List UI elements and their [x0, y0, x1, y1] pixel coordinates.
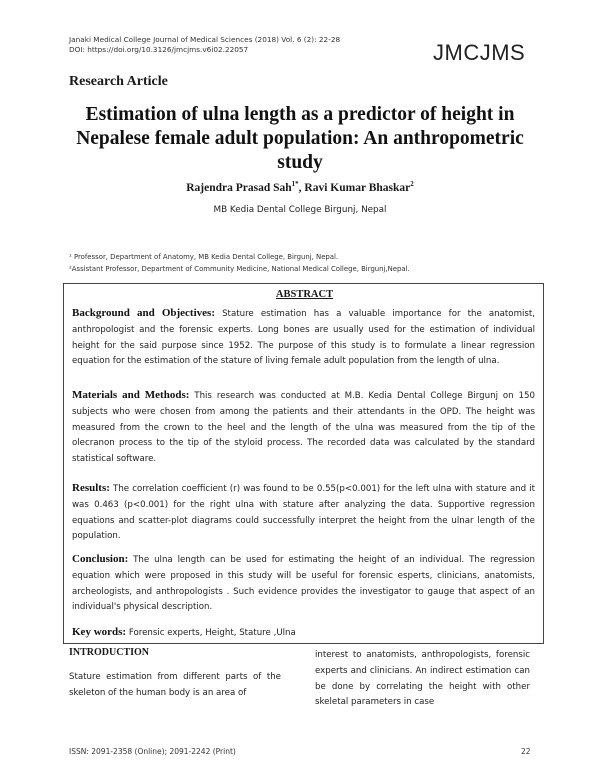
article-type: Research Article	[69, 74, 168, 89]
doi-link[interactable]: DOI: https://doi.org/10.3126/jmcjms.v6i02.22057	[69, 45, 249, 54]
background-text: Stature estimation has a valuable importance for the anatomist, anthropologist and the forensic experts. Long bones are usually used for the estimation of individual height for the said purpose since 1952. The purpose of this study is to formulate a linear regression equation for the estimation of the stature of living female adult population from the length of ulna.	[72, 309, 535, 367]
abstract-background	[72, 306, 535, 370]
abstract-methods	[72, 388, 535, 468]
background-label: Background and Objectives:	[72, 307, 215, 319]
author-1: Rajendra Prasad Sah	[186, 181, 292, 194]
journal-citation: Janaki Medical College Journal of Medical Sciences (2018) Vol. 6 (2): 22-28	[69, 35, 341, 44]
abstract-box	[63, 283, 544, 644]
results-text: The correlation coefficient (r) was found to be 0.55(p<0.001) for the left ulna with stature and it was 0.463 (p<0.001) for the right ulna with stature after analyzing the data. Supportive regression equations and scatter-plot diagrams could successfully interpret the height from the ulnar length of the population.	[72, 484, 535, 542]
introduction-right-column: interest to anatomists, anthropologists, forensic experts and clinicians. An indirect estimation can be done by correlating the height with other skeletal parameters in case	[315, 650, 530, 708]
footnote-1: ¹ Professor, Department of Anatomy, MB Kedia Dental College, Birgunj, Nepal.	[69, 253, 339, 261]
author-list	[0, 180, 600, 194]
page-number: 22	[521, 747, 531, 756]
author-2-affil: 2	[410, 180, 414, 188]
affiliation: MB Kedia Dental College Birgunj, Nepal	[213, 205, 387, 215]
conclusion-label: Conclusion:	[72, 553, 129, 565]
keywords-label: Key words:	[72, 626, 127, 638]
introduction-left-column: Stature estimation from different parts of the skeleton of the human body is an area of	[69, 672, 281, 698]
keywords-text: Forensic experts, Height, Stature ,Ulna	[126, 628, 296, 638]
methods-label: Materials and Methods:	[72, 389, 190, 401]
journal-logo: JMCJMS	[433, 40, 526, 65]
paper-title: Estimation of ulna length as a predictor of height in Nepalese female adult population: An anthropometric study	[76, 104, 524, 173]
author-1-affil: 1*	[291, 180, 299, 188]
results-label: Results:	[72, 482, 110, 494]
abstract-conclusion	[72, 552, 535, 616]
abstract-keywords	[72, 625, 535, 642]
abstract-results	[72, 481, 535, 545]
author-separator: ,	[298, 181, 305, 194]
footer-issn: ISSN: 2091-2358 (Online); 2091-2242 (Print)	[69, 747, 236, 756]
conclusion-text: The ulna length can be used for estimating the height of an individual. The regression equation which were proposed in this study will be useful for forensic esperts, clinicians, anatomists, archeologists, and anthropologists . Such evidence provides the investigator to gauge that aspect of an individual's physical description.	[72, 555, 535, 613]
introduction-heading: INTRODUCTION	[69, 647, 150, 658]
abstract-heading: ABSTRACT	[275, 289, 334, 300]
methods-text: This research was conducted at M.B. Kedia Dental College Birgunj on 150 subjects who were chosen from among the patients and their attendants in the OPD. The height was measured from the crown to the heel and the length of the ulna was measured from the tip of the olecranon process to the tip of the styloid process. The recorded data was calculated by the standard statistical software.	[72, 391, 536, 465]
footnote-2: ²Assistant Professor, Department of Community Medicine, National Medical College, Birgunj,Nepal.	[69, 265, 410, 273]
author-2: Ravi Kumar Bhaskar	[304, 181, 411, 194]
